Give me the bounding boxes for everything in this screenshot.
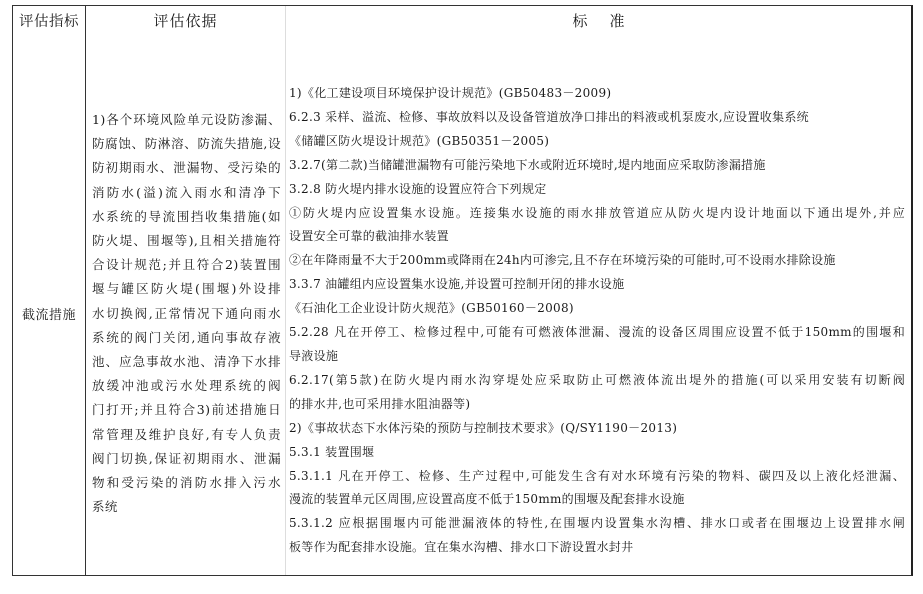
standard-line: 5.3.1.1 凡在开停工、检修、生产过程中,可能发生含有对水环境有污染的物料、碳四及以上液化烃泄漏、 [289, 468, 905, 483]
column-indicator [13, 6, 86, 575]
header-indicator: 评估指标 [19, 14, 79, 30]
basis-line: 物和受污染的消防水排入污水 [92, 475, 281, 491]
standard-line: 6.2.17(第5款)在防火堤内雨水沟穿堤处应采取防止可燃液体流出堤外的措施(可以采用安装有切断阀 [289, 372, 905, 387]
header-standard: 标准 [572, 12, 647, 30]
basis-line: 池、应急事故水池、清净下水排 [92, 354, 281, 370]
evaluation-table [12, 5, 913, 576]
basis-line: 系统的阀门关闭,通向事故存液 [92, 329, 281, 345]
standard-line: 设置安全可靠的截油排水装置 [289, 229, 449, 244]
basis-line: 放缓冲池或污水处理系统的阀 [92, 378, 281, 394]
standard-line: 1)《化工建设项目环境保护设计规范》(GB50483－2009) [289, 86, 612, 100]
indicator-cell: 截流措施 [21, 308, 76, 323]
standard-line: 《储罐区防火堤设计规范》(GB50351－2005) [289, 133, 550, 148]
basis-line: 防火堤、围堰等),且相关措施符 [92, 233, 281, 249]
standard-line: 《石油化工企业设计防火规范》(GB50160－2008) [289, 301, 574, 316]
standard-line: 5.2.28 凡在开停工、检修过程中,可能有可燃液体泄漏、漫流的设备区周围应设置不低于150mm的围堰和 [289, 325, 905, 340]
standard-line: 的排水井,也可采用排水阻油器等) [289, 396, 471, 411]
standard-line: 板等作为配套排水设施。宜在集水沟槽、排水口下游设置水封井 [289, 540, 634, 555]
column-standard [286, 6, 911, 575]
standard-line: 导液设施 [289, 348, 339, 363]
standard-line: 5.3.1.2 应根据围堰内可能泄漏液体的特性,在围堰内设置集水沟槽、排水口或者在围堰边上设置排水闸 [289, 516, 905, 531]
standard-line: 3.2.7(第二款)当储罐泄漏物有可能污染地下水或附近环境时,堤内地面应采取防渗漏措施 [289, 157, 766, 172]
basis-line: 阀门切换,保证初期雨水、泄漏 [92, 450, 281, 466]
basis-line: 消防水(溢)流入雨水和清净下 [92, 184, 281, 200]
basis-line: 常管理及维护良好,有专人负责 [92, 426, 281, 442]
standard-cell [289, 82, 905, 560]
standard-line: 2)《事故状态下水体污染的预防与控制技术要求》(Q/SY1190－2013) [289, 420, 678, 435]
standard-line: 5.3.1 装置围堰 [289, 444, 375, 459]
basis-line: 防初期雨水、泄漏物、受污染的 [92, 160, 281, 176]
standard-line: ②在年降雨量不大于200mm或降雨在24h内可渗完,且不存在环境污染的可能时,可不设雨水排除设施 [289, 253, 836, 268]
standard-line: 3.2.8 防火堤内排水设施的设置应符合下列规定 [289, 181, 547, 196]
header-basis: 评估依据 [153, 12, 218, 30]
basis-line: 门打开;并且符合3)前述措施日 [92, 402, 281, 418]
standard-line: 3.3.7 油罐组内应设置集水设施,并设置可控制开闭的排水设施 [289, 277, 625, 292]
basis-line: 合设计规范;并且符合2)装置围 [92, 257, 281, 273]
standard-line: 漫流的装置单元区周围,应设置高度不低于150mm的围堰及配套排水设施 [289, 492, 685, 507]
basis-line: 水系统的导流围挡收集措施(如 [92, 208, 281, 224]
column-basis [86, 6, 286, 575]
basis-cell [92, 108, 281, 519]
basis-line: 1)各个环境风险单元设防渗漏、 [92, 112, 281, 127]
standard-line: 6.2.3 采样、溢流、检修、事故放料以及设备管道放净口排出的料液或机泵废水,应设置收集系统 [289, 109, 809, 124]
basis-line: 水切换阀,正常情况下通向雨水 [92, 305, 281, 321]
standard-line: ①防火堤内应设置集水设施。连接集水设施的雨水排放管道应从防火堤内设计地面以下通出堤外,并应 [289, 205, 905, 220]
basis-line: 堰与罐区防火堤(围堰)外设排 [92, 281, 281, 297]
basis-line: 防腐蚀、防淋溶、防流失措施,设 [92, 136, 281, 152]
basis-line: 系统 [92, 499, 118, 515]
